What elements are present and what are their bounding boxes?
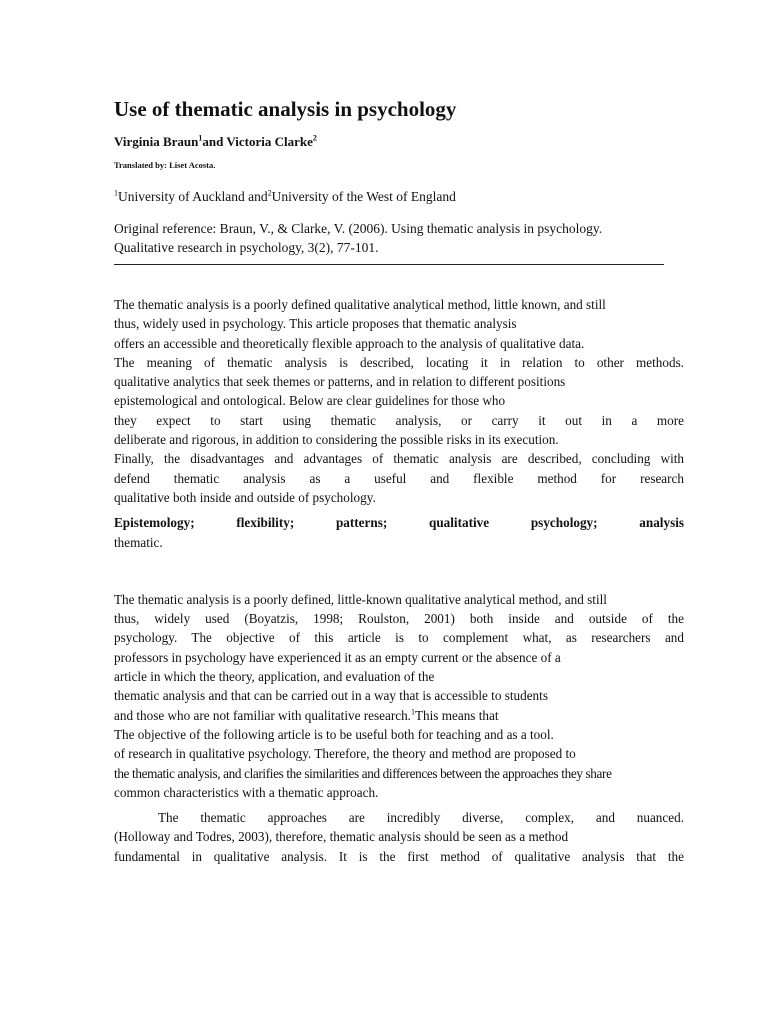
document-content [114,96,684,866]
abstract-line: thus, widely used in psychology. This article proposes that thematic analysis [114,316,517,332]
body-line: common characteristics with a thematic approach. [114,784,379,800]
body-line: thematic analysis and that can be carried out in a way that is accessible to students [114,688,548,704]
abstract-line: qualitative analytics that seek themes or patterns, and in relation to different positions [114,374,566,390]
abstract-line: The meaning of thematic analysis is described, locating it in relation to other methods. [114,354,684,370]
body-line: The thematic analysis is a poorly defined, little-known qualitative analytical method, and still [114,591,607,607]
abstract-line: deliberate and rigorous, in addition to considering the possible risks in its execution. [114,432,559,448]
abstract-line: offers an accessible and theoretically flexible approach to the analysis of qualitative data. [114,335,585,351]
body-paragraph-1 [114,590,684,802]
author-1: Virginia Braun [114,134,199,149]
original-reference [114,219,684,257]
keywords-line: Epistemology; flexibility; patterns; qualitative psychology; analysis [114,515,684,531]
abstract [114,295,684,507]
body-line: the thematic analysis, and clarifies the similarities and differences between the approaches they share [114,765,612,781]
body-text: and those who are not familiar with qualitative research. [114,707,411,723]
author-1-affil-mark: 1 [198,133,203,143]
body-line: of research in qualitative psychology. Therefore, the theory and method are proposed to [114,746,576,762]
body-paragraph-2 [114,808,684,866]
body-line: (Holloway and Todres, 2003), therefore, thematic analysis should be seen as a method [114,829,569,845]
body-line: fundamental in qualitative analysis. It is the first method of qualitative analysis that the [114,848,684,864]
reference-line: Original reference: Braun, V., & Clarke, V. (2006). Using thematic analysis in psychology. [114,221,603,236]
affil-2: University of the West of England [271,189,456,204]
abstract-line: defend thematic analysis as a useful and flexible method for research [114,470,684,486]
body-line: The objective of the following article is to be useful both for teaching and as a tool. [114,726,554,742]
keywords-line: thematic. [114,534,163,550]
body-line: The thematic approaches are incredibly diverse, complex, and nuanced. [158,810,684,826]
body-line: article in which the theory, application, and evaluation of the [114,669,435,685]
body-line [114,706,684,725]
author-line [114,134,684,150]
body-line: professors in psychology have experienced it as an empty current or the absence of a [114,649,561,665]
abstract-line: epistemological and ontological. Below are clear guidelines for those who [114,393,506,409]
affil-1: University of Auckland and [118,189,268,204]
keywords [114,513,684,552]
abstract-line: The thematic analysis is a poorly defined qualitative analytical method, little known, and still [114,297,606,312]
translator-credit: Translated by: Liset Acosta. [114,160,216,170]
abstract-line: Finally, the disadvantages and advantages of thematic analysis are described, concluding with [114,451,684,467]
author-2-affil-mark: 2 [312,133,317,143]
page-title: Use of thematic analysis in psychology [114,97,457,121]
author-joiner: and Victoria Clarke [202,134,313,149]
abstract-line: they expect to start using thematic analysis, or carry it out in a more [114,412,684,428]
affil-2-mark: 2 [267,188,272,198]
body-line: thus, widely used (Boyatzis, 1998; Roulston, 2001) both inside and outside of the [114,611,684,627]
body-text: This means that [414,707,499,723]
reference-line: Qualitative research in psychology, 3(2), 77-101. [114,240,379,255]
abstract-line: qualitative both inside and outside of psychology. [114,489,376,505]
affil-1-mark: 1 [114,188,118,198]
affiliations [114,188,684,205]
header-divider [114,264,664,265]
body-line: psychology. The objective of this article is to complement what, as researchers and [114,630,684,646]
footnote-mark: 1 [410,707,415,717]
